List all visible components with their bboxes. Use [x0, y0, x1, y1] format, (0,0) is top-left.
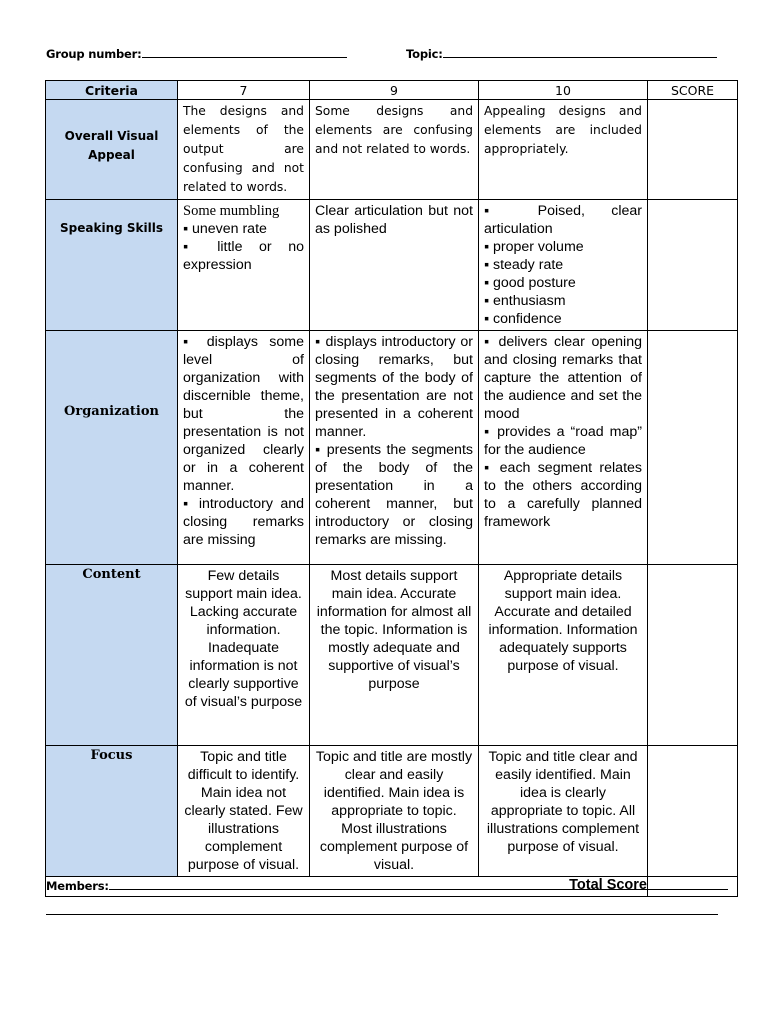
- criteria-cell-visual-appeal: [46, 100, 178, 200]
- descriptor-line: ▪ little or no expression: [183, 239, 304, 273]
- criteria-label: Overall Visual Appeal: [64, 129, 159, 162]
- descriptor-text: Topic and title clear and easily identified. Main idea is clearly appropriate to topic. All illustrations complement purpose of visual.: [486, 749, 640, 855]
- descriptor-list: [479, 331, 647, 533]
- score-cell[interactable]: [648, 200, 738, 331]
- total-score-label: Total Score: [46, 877, 648, 897]
- criteria-label: Organization: [64, 404, 159, 419]
- descriptor-line: ▪ displays introductory or closing remarks, but segments of the body of the presentation are not presented in a coherent manner.: [315, 334, 473, 440]
- rating-cell-10: [479, 565, 648, 746]
- rating-cell-9: [310, 200, 479, 331]
- criteria-cell-speaking-skills: [46, 200, 178, 331]
- descriptor-text: Clear articulation but not as polished: [315, 203, 473, 237]
- score-cell[interactable]: [648, 746, 738, 877]
- table-row: [46, 331, 738, 565]
- descriptor-line: ▪ delivers clear opening and closing remarks that capture the attention of the audience and set the mood: [484, 334, 642, 422]
- table-row: [46, 100, 738, 200]
- descriptor-text: Topic and title difficult to identify. Main idea not clearly stated. Few illustrations complement purpose of visual.: [184, 749, 303, 873]
- rating-cell-9: [310, 565, 479, 746]
- table-row: [46, 565, 738, 746]
- column-header-10: 10: [479, 81, 648, 100]
- group-number-field: [46, 47, 347, 61]
- descriptor-line: ▪ Poised, clear articulation: [484, 203, 642, 237]
- descriptor-line: ▪ displays some level of organization with discernible theme, but the presentation is not organized clearly or in a coherent manner.: [183, 334, 304, 494]
- topic-blank[interactable]: [443, 47, 717, 58]
- rating-cell-7: [178, 565, 310, 746]
- score-cell[interactable]: [648, 100, 738, 200]
- criteria-label: Content: [82, 567, 141, 582]
- descriptor-text: Appealing designs and elements are included appropriately.: [484, 104, 642, 156]
- descriptor-list: [178, 200, 309, 276]
- criteria-label: Speaking Skills: [60, 221, 163, 235]
- rating-cell-7: [178, 331, 310, 565]
- table-row: [46, 746, 738, 877]
- criteria-cell-content: [46, 565, 178, 746]
- rating-cell-7: [178, 746, 310, 877]
- descriptor-line: ▪ introductory and closing remarks are missing: [183, 496, 304, 548]
- rubric-table: [45, 80, 738, 897]
- column-header-criteria: Criteria: [46, 81, 178, 100]
- score-cell[interactable]: [648, 331, 738, 565]
- descriptor-line: ▪ enthusiasm: [484, 293, 566, 309]
- descriptor-line: ▪ provides a “road map” for the audience: [484, 424, 642, 458]
- score-cell[interactable]: [648, 565, 738, 746]
- rating-cell-7: [178, 200, 310, 331]
- rating-cell-10: [479, 331, 648, 565]
- descriptor-text: The designs and elements of the output are confusing and not related to words.: [183, 104, 304, 194]
- criteria-cell-organization: [46, 331, 178, 565]
- rating-cell-10: [479, 746, 648, 877]
- descriptor-list: [479, 200, 647, 330]
- column-header-9: 9: [310, 81, 479, 100]
- topic-field: [406, 47, 717, 61]
- descriptor-line: ▪ good posture: [484, 275, 576, 291]
- column-header-score: SCORE: [648, 81, 738, 100]
- rating-cell-9: [310, 100, 479, 200]
- rating-cell-10: [479, 100, 648, 200]
- descriptor-text: Some designs and elements are confusing and not related to words.: [315, 104, 473, 156]
- rating-cell-7: [178, 100, 310, 200]
- descriptor-list: [310, 331, 478, 551]
- rating-cell-9: [310, 746, 479, 877]
- column-header-7: 7: [178, 81, 310, 100]
- descriptor-text: Most details support main idea. Accurate information for almost all the topic. Information is mostly adequate and supportive of visual’s purpose: [316, 568, 472, 692]
- group-number-blank[interactable]: [142, 47, 347, 58]
- rating-cell-10: [479, 200, 648, 331]
- members-blank[interactable]: [109, 879, 728, 890]
- members-blank-line-2[interactable]: [46, 914, 718, 915]
- descriptor-text: Appropriate details support main idea. Accurate and detailed information. Information adequately supports purpose of visual.: [488, 568, 638, 674]
- descriptor-list: [178, 331, 309, 551]
- descriptor-line: ▪ confidence: [484, 311, 562, 327]
- topic-label: Topic:: [406, 47, 443, 61]
- header-row: [46, 81, 738, 100]
- descriptor-line: ▪ proper volume: [484, 239, 584, 255]
- table-row: [46, 200, 738, 331]
- descriptor-text: Few details support main idea. Lacking accurate information. Inadequate information is not clearly supportive of visual’s purpose: [184, 568, 303, 710]
- criteria-label: Focus: [90, 748, 133, 763]
- group-number-label: Group number:: [46, 47, 142, 61]
- descriptor-line: Some mumbling: [183, 203, 280, 219]
- descriptor-line: ▪ each segment relates to the others according to a carefully planned framework: [484, 460, 642, 530]
- descriptor-line: ▪ presents the segments of the body of the presentation in a coherent manner, but introductory or closing remarks are missing.: [315, 442, 473, 548]
- members-field: [46, 879, 728, 893]
- rating-cell-9: [310, 331, 479, 565]
- descriptor-line: ▪ uneven rate: [183, 221, 267, 237]
- members-label: Members:: [46, 879, 109, 893]
- descriptor-text: Topic and title are mostly clear and easily identified. Main idea is appropriate to topic. Most illustrations complement purpose of visual.: [315, 749, 473, 873]
- descriptor-line: ▪ steady rate: [484, 257, 564, 273]
- criteria-cell-focus: [46, 746, 178, 877]
